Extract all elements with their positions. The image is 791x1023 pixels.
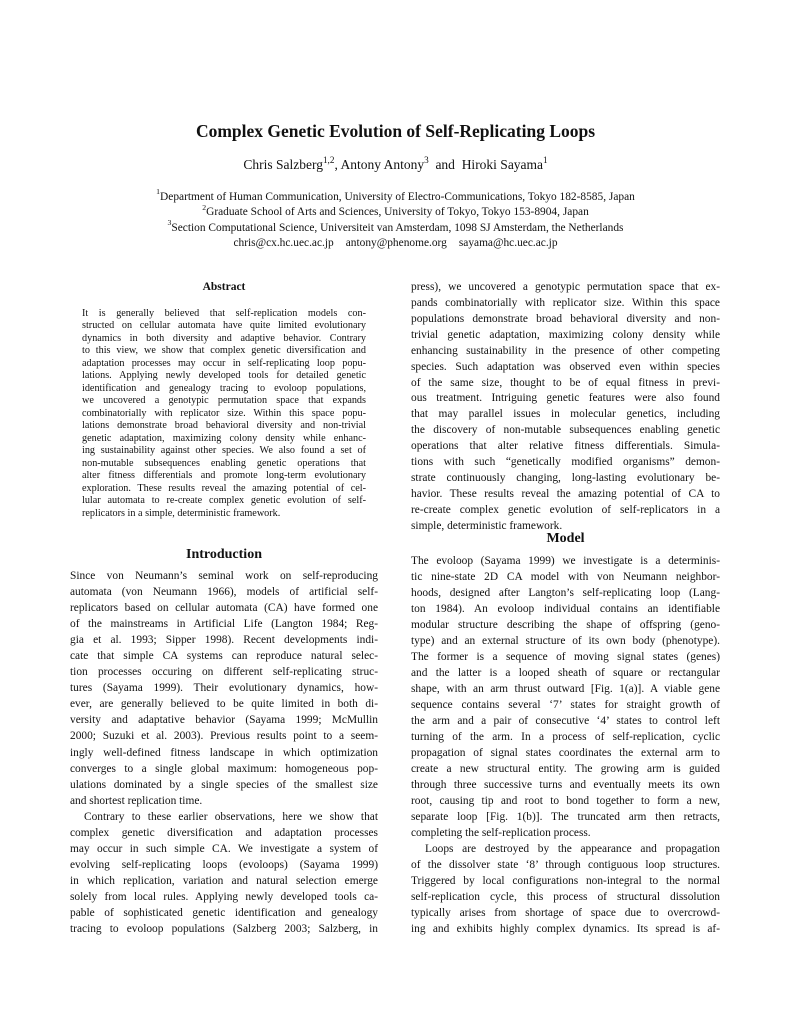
- text-line: ing sustainability against other species. We also found a set of: [82, 445, 366, 457]
- text-line: in which replication, variation and natural selection emerge: [70, 874, 378, 887]
- text-line: ingly well-defined fitness landscape in which optimization: [70, 746, 378, 759]
- author-affiliation-mark: 1: [543, 154, 548, 165]
- text-line: press), we uncovered a genotypic permutation space that ex-: [411, 281, 720, 293]
- text-line: Contrary to these earlier observations, here we show that: [84, 810, 378, 823]
- text-line: converges to a single global maximum: homogeneous pop-: [70, 762, 378, 775]
- model-heading: Model: [546, 531, 585, 546]
- affiliation-line: [0, 202, 791, 220]
- text-line: gia et al. 1993; Sipper 1998). Recent developments indi-: [70, 634, 378, 647]
- affiliations: [0, 187, 791, 251]
- text-line: species. Such adaptation was observed even within species: [411, 360, 720, 373]
- text-line: we uncovered a genotypic permutation space that expands: [82, 395, 366, 407]
- abstract-heading: Abstract: [202, 281, 246, 293]
- text-line: complex genetic diversification and adaptation processes: [70, 826, 378, 839]
- text-line: of the mainstreams in Artificial Life (Langton 1984; Reg-: [70, 618, 378, 631]
- text-line: to this view, we show that complex genetic diversification and: [82, 345, 366, 357]
- affiliation-line: [0, 218, 791, 236]
- text-line: The evoloop (Sayama 1999) we investigate is a determinis-: [411, 555, 720, 567]
- text-line: hoods, designed after Langton’s self-replicating loop (Lang-: [411, 587, 720, 599]
- text-line: The former is a sequence of moving signal states (genes): [411, 651, 720, 663]
- affiliation-mark: 3: [167, 218, 172, 228]
- text-line: the arm and a pair of consecutive ‘4’ states to control left: [411, 715, 720, 727]
- abstract-body: [82, 308, 366, 520]
- text-line: lations. Applying newly developed tools for detailed genetic: [82, 370, 366, 382]
- introduction-continuation: [411, 280, 720, 535]
- affiliation-text: Graduate School of Arts and Sciences, University of Tokyo, Tokyo 153-8904, Japan: [206, 206, 589, 219]
- text-line: structed on cellular automata have quite limited evolutionary: [82, 320, 366, 332]
- text-line: tures (Sayama 1999). Their evolutionary dynamics, how-: [70, 682, 378, 695]
- text-line: root, causing tip and root to bond together to form a new,: [411, 795, 720, 807]
- text-line: tion processes occuring on different self-replicating struc-: [70, 666, 378, 679]
- email-address: sayama@hc.uec.ac.jp: [458, 236, 558, 249]
- email-line: [0, 236, 791, 251]
- text-line: lations demonstrate broad behavioral diversity and non-trivial: [82, 420, 366, 432]
- affiliation-text: Department of Human Communication, University of Electro-Communications, Tokyo 182-8585, Japan: [160, 191, 635, 203]
- text-line: tions with such “genetically modified organisms” demon-: [411, 456, 720, 469]
- text-line: non-mutable subsequences enabling genetic operations that: [82, 457, 366, 469]
- text-line: re-create complex genetic evolution of self-replicators in a: [411, 503, 720, 516]
- text-line: ous treatment. Intriguing genetic features were also found: [411, 392, 720, 405]
- text-line: 2000; Suzuki et al. 2003). Previous results point to a seem-: [70, 730, 378, 743]
- text-line: exploration. These results reveal the amazing potential of cel-: [82, 482, 366, 494]
- introduction-heading: Introduction: [186, 547, 262, 562]
- text-line: populations demonstrate broad behavioral diversity and non-: [411, 312, 720, 325]
- text-line: completing the self-replication process.: [411, 827, 591, 839]
- text-line: self-replication cycle, this process of structural dissolution: [411, 891, 720, 903]
- text-line: sequence contains several ‘7’ states for straight growth of: [411, 699, 720, 711]
- text-line: turning of the arm. In a process of self-replication, cyclic: [411, 731, 720, 743]
- text-line: evolving self-replicating loops (evoloops) (Sayama 1999): [70, 858, 378, 871]
- text-line: replicators in a simple, deterministic framework.: [82, 507, 281, 519]
- introduction-body: [70, 568, 378, 937]
- text-line: havior. These results reveal the amazing potential of CA to: [411, 487, 720, 500]
- text-line: modular structure describing the shape of offspring (geno-: [411, 619, 720, 631]
- text-line: automata (von Neumann 1966), models of artificial self-: [70, 586, 378, 599]
- text-line: replicators based on cellular automata (CA) have formed one: [70, 602, 378, 615]
- text-line: strate continuously changing, long-lasting evolutionary be-: [411, 472, 720, 485]
- text-line: ever, are generally believed to be quite limited in both di-: [70, 698, 378, 711]
- author-affiliation-mark: 1,2: [322, 154, 335, 165]
- affiliation-mark: 1: [156, 187, 161, 197]
- affiliation-mark: 2: [202, 202, 207, 212]
- text-line: that may parallel issues in molecular genetics, including: [411, 408, 720, 421]
- text-line: ing and exhibits highly complex dynamics. Its spread is af-: [411, 923, 720, 935]
- text-line: identification and genealogy tracing to evoloop populations,: [82, 382, 366, 394]
- affiliation-line: [0, 187, 791, 205]
- text-line: ulations dominated by a single species of the smallest size: [70, 778, 378, 791]
- text-line: lular automata to re-create complex genetic evolution of self-: [82, 495, 366, 507]
- author-separator: ,: [334, 157, 341, 172]
- email-address: chris@cx.hc.uec.ac.jp: [233, 236, 334, 249]
- affiliation-text: Section Computational Science, Universiteit van Amsterdam, 1098 SJ Amsterdam, the Netherlands: [171, 221, 624, 234]
- text-line: and the latter is a looped sheath of square or rectangular: [411, 667, 720, 679]
- text-line: propagation of signal states coordinates the external arm to: [411, 747, 720, 759]
- author-name: Antony Antony: [340, 157, 425, 172]
- text-line: trivial genetic adaptation, maximizing colony density while: [411, 328, 720, 341]
- text-line: create a new structural entity. The growing arm is guided: [411, 763, 720, 775]
- email-address: antony@phenome.org: [345, 236, 447, 249]
- text-line: of the dissolver state ‘8’ through contiguous loop structures.: [411, 859, 720, 871]
- text-line: pands combinatorially with replicator size. Within this space: [411, 296, 720, 309]
- text-line: typically arises from shortage of space due to overcrowd-: [411, 907, 720, 919]
- text-line: type) and an external structure of its own body (phenotype).: [411, 635, 720, 647]
- text-line: tracing to evoloop populations (Salzberg 2003; Salzberg, in: [70, 923, 378, 936]
- text-line: It is generally believed that self-replication models con-: [82, 308, 366, 319]
- text-line: shape, with an arm thrust outward [Fig. 1(a)]. A viable gene: [411, 683, 720, 695]
- author-list: [0, 156, 791, 174]
- text-line: of the same size, thought to be of equal fitness in previ-: [411, 376, 720, 389]
- text-line: cate that simple CA systems can reproduce natural selec-: [70, 650, 378, 663]
- text-line: Triggered by local configurations non-integral to the normal: [411, 875, 720, 887]
- text-line: through three successive turns and eventually meets its own: [411, 779, 720, 791]
- text-line: tic nine-state 2D CA model with von Neumann neighbor-: [411, 571, 720, 583]
- text-line: versity and adaptative behavior (Sayama 1999; McMullin: [70, 714, 378, 727]
- text-line: alter fitness differentials and promote long-term evolutionary: [82, 470, 366, 482]
- text-line: dynamics in both diversity and adaptive behavior. Contrary: [82, 332, 366, 344]
- text-line: the discovery of non-mutable subsequences enabling genetic: [411, 424, 720, 437]
- text-line: and shortest replication time.: [70, 794, 203, 807]
- text-line: separate loop [Fig. 1(b)]. The truncated arm then retracts,: [411, 811, 720, 823]
- text-line: solely from local rules. Applying newly developed tools ca-: [70, 890, 378, 903]
- author-name: Hiroki Sayama: [461, 157, 544, 172]
- model-body: [411, 553, 720, 937]
- author-separator: and: [428, 157, 462, 172]
- text-line: pable of sophisticated genetic identification and genealogy: [70, 906, 378, 919]
- text-line: operations that alter relative fitness differentials. Simula-: [411, 440, 720, 453]
- text-line: adaptation processes may occur in self-replicating loop popu-: [82, 357, 366, 369]
- paper-title: Complex Genetic Evolution of Self-Replicating Loops: [195, 121, 596, 141]
- text-line: enhancing sustainability in the presence of other competing: [411, 344, 720, 357]
- text-line: ton 1984). An evoloop individual contains an identifiable: [411, 603, 720, 615]
- author-affiliation-mark: 3: [424, 154, 429, 165]
- text-line: combinatorially with replicator size. Within this space popu-: [82, 407, 366, 419]
- text-line: may occur in such simple CA. We investigate a system of: [70, 842, 378, 855]
- text-line: Loops are destroyed by the appearance and propagation: [425, 843, 720, 855]
- text-line: Since von Neumann’s seminal work on self-reproducing: [70, 570, 378, 582]
- text-line: genetic adaptation, maximizing colony density while enhanc-: [82, 432, 366, 444]
- author-name: Chris Salzberg: [243, 157, 323, 172]
- text-line: simple, deterministic framework.: [411, 519, 563, 532]
